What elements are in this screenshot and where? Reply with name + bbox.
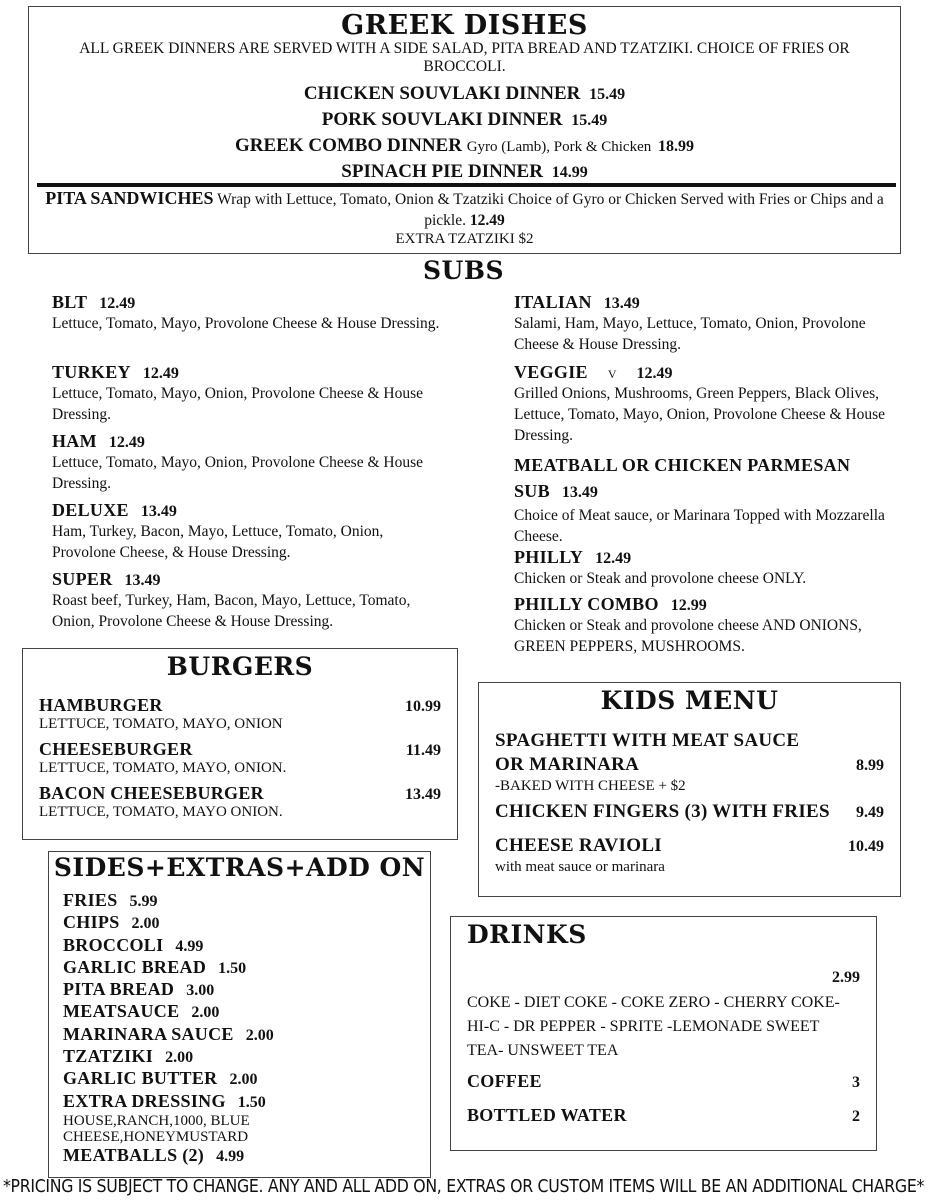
side-price: 1.50 <box>237 1093 266 1111</box>
burgers-section <box>22 648 458 840</box>
sub-name: SUPER <box>52 569 113 589</box>
side-item <box>63 979 416 1001</box>
greek-item-price: 18.99 <box>658 138 695 155</box>
greek-item <box>29 135 900 157</box>
sub-desc: Grilled Onions, Mushrooms, Green Peppers, Black Olives, Lettuce, Tomato, Mayo, Onion, Provolone Cheese & House Dressing. <box>514 385 885 444</box>
pita-sandwiches <box>39 188 890 231</box>
side-name: MEATSAUCE <box>63 1001 180 1022</box>
drink-name: BOTTLED WATER <box>467 1105 627 1125</box>
side-name: GARLIC BREAD <box>63 956 207 977</box>
kids-item <box>495 729 884 801</box>
sub-desc: Lettuce, Tomato, Mayo, Onion, Provolone Cheese & House Dressing. <box>52 385 423 423</box>
side-price: 2.00 <box>229 1071 258 1089</box>
side-name: MARINARA SAUCE <box>63 1023 234 1044</box>
side-price: 2.00 <box>245 1026 274 1044</box>
sides-list <box>63 890 416 1167</box>
greek-item <box>29 83 900 105</box>
greek-item-name: PORK SOUVLAKI DINNER <box>321 109 563 130</box>
sub-item <box>52 431 447 500</box>
drink-item <box>467 1105 860 1126</box>
pita-price: 12.49 <box>469 212 505 229</box>
sub-item <box>52 362 447 431</box>
side-item <box>63 1046 416 1068</box>
sub-item <box>52 500 447 569</box>
drink-name: COFFEE <box>467 1071 542 1091</box>
kids-item <box>495 801 884 835</box>
side-name: CHIPS <box>63 912 120 933</box>
side-name: GARLIC BUTTER <box>63 1068 218 1089</box>
sub-desc: Roast beef, Turkey, Ham, Bacon, Mayo, Lettuce, Tomato, Onion, Provolone Cheese & House Dressing. <box>52 592 411 630</box>
sub-name: HAM <box>52 431 97 451</box>
sub-item <box>514 547 889 594</box>
greek-item-name: SPINACH PIE DINNER <box>341 161 543 182</box>
side-price: 3.00 <box>186 982 215 1000</box>
burger-price: 11.49 <box>405 742 441 759</box>
kids-item-name: SPAGHETTI WITH MEAT SAUCE <box>495 730 800 751</box>
sides-title: SIDES+EXTRAS+ADD ON <box>53 853 426 882</box>
side-item <box>63 890 416 912</box>
drinks-title: DRINKS <box>467 920 587 949</box>
sub-desc: Ham, Turkey, Bacon, Mayo, Lettuce, Tomato, Onion, Provolone Cheese, & House Dressing. <box>52 523 384 561</box>
side-name: MEATBALLS (2) <box>63 1144 205 1165</box>
burger-price: 13.49 <box>405 786 441 803</box>
drink-price: 3 <box>852 1074 860 1091</box>
pita-detail: Wrap with Lettuce, Tomato, Onion & Tzatziki Choice of Gyro or Chicken Served with Fries or Chips and a pickle. <box>217 191 884 229</box>
side-price: 1.50 <box>218 959 247 977</box>
sub-name: TURKEY <box>52 362 131 382</box>
sub-desc: Chicken or Steak and provolone cheese AND ONIONS, GREEN PEPPERS, MUSHROOMS. <box>514 617 862 655</box>
subs-right-column <box>514 292 889 657</box>
drinks-section <box>450 916 877 1151</box>
subs-left-column <box>52 292 447 638</box>
sub-price: 13.49 <box>124 572 161 589</box>
side-price: 5.99 <box>129 893 158 910</box>
greek-item-price: 15.49 <box>589 86 626 103</box>
sub-price: 12.49 <box>142 365 179 382</box>
kids-item-price: 10.49 <box>848 838 884 855</box>
side-item <box>63 1091 416 1113</box>
drink-price: 2 <box>852 1108 860 1125</box>
kids-item-name: CHICKEN FINGERS (3) WITH FRIES <box>495 801 830 822</box>
burger-item <box>39 739 441 783</box>
side-price: 4.99 <box>175 937 204 955</box>
sub-price: 12.99 <box>670 597 707 614</box>
burger-desc: LETTUCE, TOMATO, MAYO, ONION. <box>39 760 287 776</box>
sub-price: 12.49 <box>108 434 145 451</box>
burger-item <box>39 695 441 739</box>
side-item <box>63 957 416 979</box>
side-price: 2.00 <box>165 1049 194 1067</box>
side-item <box>63 1145 416 1167</box>
sub-name: ITALIAN <box>514 292 592 312</box>
sub-desc: Lettuce, Tomato, Mayo, Provolone Cheese & House Dressing. <box>52 315 440 332</box>
greek-item-name: CHICKEN SOUVLAKI DINNER <box>303 83 581 104</box>
sub-item <box>514 362 889 453</box>
side-item <box>63 935 416 957</box>
pricing-disclaimer: *PRICING IS SUBJECT TO CHANGE. ANY AND ALL ADD ON, EXTRAS OR CUSTOM ITEMS WILL BE AN ADDITIONAL CHARGE* <box>2 1177 925 1197</box>
kids-item-desc: with meat sauce or marinara <box>495 859 665 875</box>
sub-desc: Chicken or Steak and provolone cheese ONLY. <box>514 570 807 587</box>
burger-desc: LETTUCE, TOMATO, MAYO ONION. <box>39 804 283 820</box>
kids-item-name-line2: OR MARINARA <box>495 754 640 775</box>
side-item <box>63 1001 416 1023</box>
sub-price: 12.49 <box>99 295 136 312</box>
kids-list <box>495 729 884 877</box>
side-item <box>63 912 416 934</box>
pita-name: PITA SANDWICHES <box>45 188 214 208</box>
kids-item <box>495 835 884 877</box>
greek-item-name: GREEK COMBO DINNER <box>234 135 462 156</box>
sub-name: PHILLY <box>514 547 584 567</box>
greek-item <box>29 161 900 183</box>
kids-item-price: 8.99 <box>856 757 884 774</box>
sub-item <box>52 569 447 638</box>
sub-price: 13.49 <box>603 295 640 312</box>
kids-item-desc: -BAKED WITH CHEESE + $2 <box>495 778 686 794</box>
side-price: 4.99 <box>216 1147 245 1165</box>
sub-name: VEGGIE <box>514 362 588 382</box>
kids-menu-section <box>478 682 901 897</box>
side-name: TZATZIKI <box>63 1046 154 1067</box>
sub-name: PHILLY COMBO <box>514 594 659 614</box>
sub-item <box>514 453 889 547</box>
greek-dishes-section <box>28 6 901 254</box>
side-name: EXTRA DRESSING <box>63 1090 226 1111</box>
burger-name: HAMBURGER <box>39 695 163 715</box>
sub-desc: Salami, Ham, Mayo, Lettuce, Tomato, Onion, Provolone Cheese & House Dressing. <box>514 315 866 353</box>
burger-name: BACON CHEESEBURGER <box>39 783 264 803</box>
soda-price: 2.99 <box>832 969 860 986</box>
side-name: FRIES <box>63 890 118 910</box>
sub-item <box>514 594 889 657</box>
greek-item <box>29 109 900 131</box>
side-name: PITA BREAD <box>63 979 175 1000</box>
sub-price: 13.49 <box>140 503 177 520</box>
sub-item <box>52 292 447 362</box>
subs-title: SUBS <box>422 256 505 285</box>
side-desc: HOUSE,RANCH,1000, BLUE CHEESE,HONEYMUSTARD <box>63 1112 250 1145</box>
greek-item-detail: Gyro (Lamb), Pork & Chicken <box>466 139 652 155</box>
sub-name: BLT <box>52 292 88 312</box>
side-name: BROCCOLI <box>63 934 164 955</box>
side-price: 2.00 <box>131 915 160 933</box>
sub-name: MEATBALL OR CHICKEN PARMESAN SUB <box>514 455 851 501</box>
side-item <box>63 1024 416 1046</box>
sub-name: DELUXE <box>52 500 129 520</box>
pita-extra: EXTRA TZATZIKI $2 <box>395 231 534 247</box>
sub-item <box>514 292 889 362</box>
kids-item-name: CHEESE RAVIOLI <box>495 835 662 856</box>
greek-item-price: 15.49 <box>571 112 608 129</box>
side-price: 2.00 <box>191 1004 220 1022</box>
sub-desc: Lettuce, Tomato, Mayo, Onion, Provolone Cheese & House Dressing. <box>52 454 423 492</box>
sides-section <box>48 851 431 1178</box>
sub-desc: Choice of Meat sauce, or Marinara Topped with Mozzarella Cheese. <box>514 507 885 545</box>
burger-desc: LETTUCE, TOMATO, MAYO, ONION <box>39 716 283 732</box>
greek-dishes-title: GREEK DISHES <box>341 10 588 41</box>
side-item <box>63 1068 416 1090</box>
sub-price: 12.49 <box>636 365 673 382</box>
kids-menu-title: KIDS MENU <box>600 686 779 715</box>
burger-name: CHEESEBURGER <box>39 739 193 759</box>
greek-item-price: 14.99 <box>551 164 588 181</box>
greek-divider <box>37 183 896 187</box>
greek-dishes-note: ALL GREEK DINNERS ARE SERVED WITH A SIDE SALAD, PITA BREAD AND TZATZIKI. CHOICE OF FRIES OR BROCCOLI. <box>79 40 850 75</box>
sub-price: 12.49 <box>595 550 632 567</box>
burgers-title: BURGERS <box>166 652 314 681</box>
burgers-list <box>39 695 441 827</box>
drink-item <box>467 1071 860 1092</box>
burger-item <box>39 783 441 827</box>
burger-price: 10.99 <box>405 698 441 715</box>
soda-list: COKE - DIET COKE - COKE ZERO - CHERRY COKE- HI-C - DR PEPPER - SPRITE -LEMONADE SWEET TEA- UNSWEET TEA <box>467 994 840 1059</box>
kids-item-price: 9.49 <box>856 804 884 821</box>
vegetarian-mark: V <box>607 367 617 381</box>
sub-price: 13.49 <box>561 484 598 501</box>
